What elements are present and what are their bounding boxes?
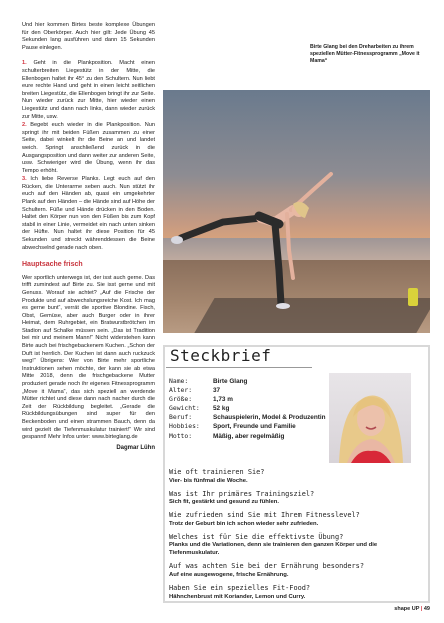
answer: Sich fit, gestärkt und gesund zu fühlen. xyxy=(169,499,279,506)
fact-row xyxy=(169,432,326,441)
fact-label: Beruf: xyxy=(169,413,193,422)
footer-separator: | xyxy=(420,606,423,612)
step-text: Begebt euch wieder in die Plankposition. Nun springt ihr mit beiden Füßen zusammen zu einer Seite, dabei winkelt ihr die Beine an und landet weich. Springt anschließend zurück in die Ausgangsposition und dann weiter zur anderen Seite, usw. Schwieriger wird die Übung, wenn ihr das Tempo erhöht. xyxy=(22,122,155,174)
fact-value: 1,73 m xyxy=(213,396,233,404)
profile-facts xyxy=(169,377,326,441)
intro-paragraph: Und hier kommen Birtes beste komplexe Übungen für den Oberkörper. Auch hier gilt: Jede Übung 45 Sekunden lang ausführen und dann 15 Sekunden Pause einlegen. xyxy=(22,22,155,51)
photo-caption: Birte Glang bei den Dreharbeiten zu ihrem speziellen Mütter-Fitnessprogramm „Move it Mama“ xyxy=(310,44,420,65)
answer: Auf eine ausgewogene, frische Ernährung. xyxy=(169,571,289,578)
answer: Hähnchenbrust mit Koriander, Lemon und Curry. xyxy=(169,593,306,600)
woman-silhouette-image xyxy=(163,90,430,333)
fact-label: Größe: xyxy=(169,395,193,404)
magazine-name: shape UP xyxy=(394,606,420,612)
answer: Trotz der Geburt bin ich schon wieder sehr zufrieden. xyxy=(169,520,319,527)
left-column xyxy=(22,22,155,452)
fact-label: Alter: xyxy=(169,386,193,395)
fact-value: Mäßig, aber regelmäßig xyxy=(213,432,285,440)
question: Wie oft trainieren Sie? xyxy=(169,468,265,476)
fact-label: Motto: xyxy=(169,431,193,440)
question: Welches ist für Sie die effektivste Übung? xyxy=(169,532,344,541)
step-number: 3. xyxy=(22,176,27,183)
beach-exercise-photo xyxy=(163,90,430,333)
fact-row xyxy=(169,377,326,386)
answer: Vier- bis fünfmal die Woche. xyxy=(169,477,248,484)
section-heading: Hauptsache frisch xyxy=(22,261,83,269)
exercise-step-1 xyxy=(22,60,155,121)
profile-card-title: Steckbrief xyxy=(170,346,272,365)
exercise-step-3 xyxy=(22,176,155,252)
exercise-step-2 xyxy=(22,122,155,175)
fact-value: Birte Glang xyxy=(213,378,248,385)
author-byline: Dagmar Lühn xyxy=(116,444,155,451)
step-number: 2. xyxy=(22,122,27,129)
fact-row xyxy=(169,395,326,404)
portrait-photo xyxy=(329,373,411,463)
fact-value: 52 kg xyxy=(213,405,230,413)
page-number: 49 xyxy=(423,606,430,612)
step-number: 1. xyxy=(22,60,27,67)
fact-value: Sport, Freunde und Familie xyxy=(213,423,296,431)
fact-value: 37 xyxy=(213,387,221,395)
page-footer xyxy=(394,606,430,612)
interview-qa xyxy=(169,468,419,606)
fact-label: Gewicht: xyxy=(169,404,200,413)
title-underline xyxy=(166,367,312,368)
question: Was ist Ihr primäres Trainingsziel? xyxy=(169,489,315,498)
water-bottle-image xyxy=(408,288,418,306)
question: Auf was achten Sie bei der Ernährung besonders? xyxy=(169,562,364,571)
fact-value: Schauspielerin, Model & Produzentin xyxy=(213,414,326,422)
step-text: Ich liebe Reverse Planks. Legt euch auf den Rücken, die Unterarme seben auch. Nun stützt ihr euch auf den Händen ab, quasi ein umgekehrter Plank auf den Händen – die Hände sind auf Höhe der Schultern. Füße und Hände drücken in den Boden. Haltet den Körper nun von den Füßen bis zum Kopf stabil in einer Linie, vermeidet ein nach unten sinken der Hüfte. Nun haltet ihr diese Position für 45 Sekunden und streckt währenddessen die Beine abwechselnd gerade nach oben. xyxy=(22,176,155,251)
portrait-image xyxy=(329,373,411,463)
fact-row xyxy=(169,413,326,422)
answer: Planks und die Variationen, denn sie trainieren den ganzen Körper und die Tiefenmuskulatur. xyxy=(169,542,378,557)
question: Wie zufrieden sind Sie mit Ihrem Fitnesslevel? xyxy=(169,511,360,520)
body-paragraph: Wer sportlich unterwegs ist, der isst auch gerne. Das trifft zumindest auf Birte zu. Sie isst gerne und mit Genuss. Worauf sie achtet? „Auf die Frische der Produkte und auf abwechslungsreiche Kost. Ich mag es gerne bunt“, verrät die sportive Blondine. Fisch, Obst, Gemüse, aber auch Burger oder in ihrer Heimat, dem Ruhrgebiet, ein Bratwurstbrötchen im Stadion auf Schalke müssen sein. „Das ist Tradition bei mir und meinem Mann!“ Nicht widerstehen kann Birte auch bei frischgebackenem Kuchen. „Schon der Duft ist herrlich. Der Kuchen ist dann auch ruckzuck weg!“ Übrigens: Wer von Birte mehr sportliche Instruktionen sehen möchte, der kann sie ab etwa Mitte 2018, denn die frischgebackene Mutter produziert gerade noch ihr eigenes Fitnessprogramm „Move it Mama“, das sich speziell an werdende Mütter richtet und diese dann nach nacher durch die Zeit der Rückbildung begleitet. „Gerade die Rückbildungsübungen sind super für den Beckenboden und einen strammen Bauch, denn da wird gezielt die Tiefenmuskulatur trainiert!“ Wir sind gespannt! Mehr Infos unter: www.birteglang.de xyxy=(22,274,155,441)
fact-label: Hobbies: xyxy=(169,422,200,431)
fact-label: Name: xyxy=(169,377,189,385)
fact-row xyxy=(169,404,326,413)
fact-row xyxy=(169,422,326,431)
fact-row xyxy=(169,386,326,395)
question: Haben Sie ein spezielles Fit-Food? xyxy=(169,583,311,592)
step-text: Geht in die Plankposition. Macht einen schulterbreiten Liegestütz in der Mitte, die Ellenbogen haltet ihr 45° zu den Schultern. Nun liebt eure rechte Hand und geht in einen leicht seitlichen breiten Liegestütz, die Ellenbogen bringt ihr zur Seite. Nun wieder zurück zur Mitte, hier wieder einen Liegestütz und dann nach links, dann wieder zurück zur Mitte, usw. xyxy=(22,60,155,120)
